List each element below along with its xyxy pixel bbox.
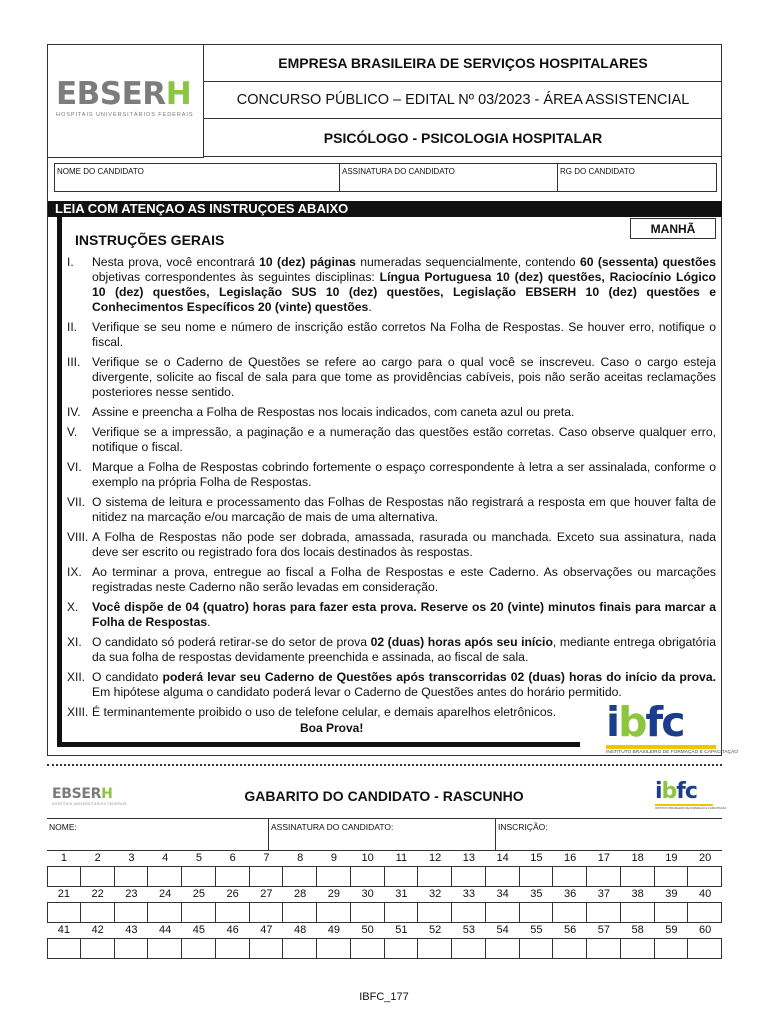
answer-number: 16	[564, 852, 577, 864]
answer-cell[interactable]	[385, 866, 419, 887]
answer-number: 3	[128, 852, 135, 864]
answer-cell[interactable]	[688, 902, 722, 923]
ebserh-logo-small-ebser: EBSER	[52, 786, 102, 802]
ibfc-logo-i: i	[606, 698, 619, 746]
instruction-text-run: Verifique se seu nome e número de inscrição estão corretos Na Folha de Respostas. Se houver erro, notifique o fiscal.	[92, 320, 716, 349]
answer-number: 32	[429, 888, 442, 900]
answer-cell[interactable]	[486, 938, 520, 959]
answer-number: 51	[395, 924, 408, 936]
answer-number: 23	[125, 888, 138, 900]
decor-horizontal-bar	[57, 742, 580, 747]
answer-cell[interactable]	[688, 866, 722, 887]
ibfc-logo-small-stripe	[655, 804, 713, 806]
instruction-text-run: Assine e preencha a Folha de Respostas nos locais indicados, com caneta azul ou preta.	[92, 405, 575, 419]
answer-number: 37	[597, 888, 610, 900]
answer-cell[interactable]	[148, 902, 182, 923]
answer-number: 24	[159, 888, 172, 900]
instruction-text	[92, 600, 716, 630]
answer-cell[interactable]	[115, 938, 149, 959]
ebserh-logo	[48, 45, 204, 158]
answer-cell[interactable]	[115, 902, 149, 923]
answer-number: 18	[631, 852, 644, 864]
answer-number: 17	[597, 852, 610, 864]
answer-number: 22	[91, 888, 104, 900]
ebserh-logo-text	[56, 76, 192, 112]
answer-key-registration-field[interactable]: INSCRIÇÃO:	[498, 822, 548, 832]
answer-number: 26	[226, 888, 239, 900]
instructions-title: INSTRUÇÕES GERAIS	[75, 232, 225, 248]
answer-cell[interactable]	[47, 938, 81, 959]
answer-cell[interactable]	[553, 866, 587, 887]
instruction-text-run: objetivas correspondentes às seguintes disciplinas:	[92, 270, 380, 284]
candidate-info-fields	[54, 163, 717, 192]
answer-cell[interactable]	[250, 902, 284, 923]
instruction-text-run: Em hipótese alguma o candidato poderá levar o Caderno de Questões antes do horário permitido.	[92, 685, 622, 699]
answer-cell[interactable]	[655, 902, 689, 923]
answer-number: 1	[60, 852, 67, 864]
answer-number: 35	[530, 888, 543, 900]
instruction-text-run: Nesta prova, você encontrará	[92, 255, 260, 269]
answer-number: 11	[395, 852, 408, 864]
answer-cell[interactable]	[655, 866, 689, 887]
answer-number: 41	[57, 924, 70, 936]
answer-cell[interactable]	[452, 938, 486, 959]
instruction-text-bold: 60 (sessenta) questões	[579, 255, 716, 269]
instruction-number: IV.	[67, 405, 81, 419]
answer-key-name-field[interactable]: NOME:	[47, 819, 269, 850]
instruction-text-run: numeradas sequencialmente, contendo	[355, 255, 580, 269]
answer-cell[interactable]	[486, 902, 520, 923]
answer-cell[interactable]	[216, 866, 250, 887]
instruction-text	[92, 635, 716, 665]
closing-message: Boa Prova!	[300, 721, 364, 735]
answer-cell[interactable]	[553, 902, 587, 923]
answer-number: 56	[564, 924, 577, 936]
instruction-text	[92, 355, 716, 400]
instruction-item	[67, 495, 716, 525]
answer-number: 34	[496, 888, 509, 900]
answer-number: 6	[229, 852, 236, 864]
answer-key-candidate-fields	[47, 818, 722, 851]
instruction-number: VI.	[67, 460, 82, 474]
answer-number: 4	[162, 852, 169, 864]
ibfc-logo-small	[655, 779, 727, 810]
answer-cell[interactable]	[418, 902, 452, 923]
instruction-item	[67, 425, 716, 455]
instruction-text-run: O candidato	[92, 670, 163, 684]
answer-number: 46	[226, 924, 239, 936]
cut-line	[47, 764, 722, 766]
instruction-number: III.	[67, 355, 81, 369]
ibfc-logo-word	[606, 698, 716, 746]
instruction-number: VII.	[67, 495, 86, 509]
answer-number: 19	[665, 852, 678, 864]
answer-number: 53	[462, 924, 475, 936]
answer-cell[interactable]	[418, 866, 452, 887]
instruction-number: VIII.	[67, 530, 89, 544]
contest-title: CONCURSO PÚBLICO – EDITAL Nº 03/2023 - ÁREA ASSISTENCIAL	[204, 82, 722, 119]
instruction-number: X.	[67, 600, 79, 614]
answer-number: 54	[496, 924, 509, 936]
answer-number: 49	[327, 924, 340, 936]
answer-number: 25	[192, 888, 205, 900]
ibfc-logo-small-i: i	[655, 779, 662, 804]
answer-cell[interactable]	[216, 902, 250, 923]
instruction-item	[67, 320, 716, 350]
answer-grid-number-row	[47, 924, 722, 936]
ebserh-logo-ebser: EBSER	[56, 76, 166, 112]
answer-grid-cell-row	[47, 866, 722, 887]
instruction-number: IX.	[67, 565, 82, 579]
instruction-text	[92, 460, 716, 490]
instruction-number: XI.	[67, 635, 82, 649]
answer-cell[interactable]	[520, 938, 554, 959]
answer-grid-number-row	[47, 852, 722, 864]
instruction-text-bold: poderá levar seu Caderno de Questões após transcorridas 02 (duas) horas do início da prova.	[162, 670, 716, 684]
answer-number: 42	[91, 924, 104, 936]
instruction-text	[92, 495, 716, 525]
instruction-text	[92, 405, 716, 420]
answer-number: 27	[260, 888, 273, 900]
instruction-item	[67, 255, 716, 315]
ibfc-logo-fc: fc	[645, 698, 684, 746]
instruction-item	[67, 565, 716, 595]
answer-number: 9	[330, 852, 337, 864]
answer-cell[interactable]	[418, 938, 452, 959]
instruction-text	[92, 565, 716, 595]
answer-number: 28	[294, 888, 307, 900]
instructions-banner: LEIA COM ATENÇAO AS INSTRUÇOES ABAIXO	[48, 201, 722, 217]
answer-cell[interactable]	[216, 938, 250, 959]
answer-cell[interactable]	[385, 902, 419, 923]
answer-number: 36	[564, 888, 577, 900]
answer-cell[interactable]	[688, 938, 722, 959]
answer-cell[interactable]	[182, 938, 216, 959]
ibfc-logo-small-fc: fc	[676, 779, 697, 804]
answer-number: 14	[496, 852, 509, 864]
answer-cell[interactable]	[587, 902, 621, 923]
instruction-text	[92, 255, 716, 315]
answer-number: 39	[665, 888, 678, 900]
answer-number: 10	[361, 852, 374, 864]
instruction-number: XII.	[67, 670, 86, 684]
answer-grid-number-row	[47, 888, 722, 900]
shift-badge: MANHÃ	[630, 218, 716, 239]
instruction-text-run: .	[207, 615, 211, 629]
answer-number: 7	[263, 852, 270, 864]
answer-number: 52	[429, 924, 442, 936]
position-title: PSICÓLOGO - PSICOLOGIA HOSPITALAR	[204, 119, 722, 157]
answer-number: 31	[395, 888, 408, 900]
answer-cell[interactable]	[520, 902, 554, 923]
instruction-text-run: O candidato só poderá retirar-se do setor de prova	[92, 635, 371, 649]
answer-grid-cell-row	[47, 938, 722, 959]
answer-cell[interactable]	[115, 866, 149, 887]
answer-number: 57	[597, 924, 610, 936]
answer-number: 15	[530, 852, 543, 864]
ibfc-logo-b: b	[618, 698, 646, 746]
instructions-list	[67, 255, 716, 725]
instruction-text-bold: 02 (duas) horas após seu início	[370, 635, 553, 649]
answer-number: 58	[631, 924, 644, 936]
instruction-text-bold: 10 (dez) páginas	[259, 255, 356, 269]
instruction-text-run: , mediante entrega obrigatória da sua folha de respostas devidamente preenchida e assinada, ao fiscal de sala.	[92, 635, 716, 664]
answer-cell[interactable]	[587, 938, 621, 959]
answer-number: 29	[327, 888, 340, 900]
candidate-name-field[interactable]: NOME DO CANDIDATO	[55, 164, 340, 191]
answer-number: 47	[260, 924, 273, 936]
answer-cell[interactable]	[250, 938, 284, 959]
answer-cell[interactable]	[553, 938, 587, 959]
answer-cell[interactable]	[81, 902, 115, 923]
answer-cell[interactable]	[385, 938, 419, 959]
answer-cell[interactable]	[148, 866, 182, 887]
candidate-signature-field[interactable]: ASSINATURA DO CANDIDATO	[340, 164, 558, 191]
answer-grid-cell-row	[47, 902, 722, 923]
answer-cell[interactable]	[81, 866, 115, 887]
instruction-text-run: Marque a Folha de Respostas cobrindo fortemente o espaço correspondente à letra a ser assinalada, conforme o exemplo na própria Folha de Respostas.	[92, 460, 716, 489]
ibfc-logo	[606, 698, 738, 755]
exam-cover	[47, 44, 738, 756]
instruction-text-bold: Você dispõe de 04 (quatro) horas para fazer esta prova. Reserve os 20 (vinte) minutos finais para marcar a Folha de Respostas	[92, 600, 716, 629]
instruction-number: II.	[67, 320, 78, 334]
answer-cell[interactable]	[621, 866, 655, 887]
instruction-item	[67, 405, 716, 420]
answer-cell[interactable]	[655, 938, 689, 959]
ebserh-logo-subtitle: HOSPITAIS UNIVERSITÁRIOS FEDERAIS	[56, 112, 194, 118]
answer-cell[interactable]	[486, 866, 520, 887]
instruction-number: I.	[67, 255, 74, 269]
answer-cell[interactable]	[520, 866, 554, 887]
ibfc-logo-subtitle: INSTITUTO BRASILEIRO DE FORMAÇÃO E CAPACITAÇÃO	[606, 750, 738, 755]
answer-number: 50	[361, 924, 374, 936]
answer-cell[interactable]	[621, 902, 655, 923]
answer-key-title: GABARITO DO CANDIDATO - RASCUNHO	[244, 788, 524, 804]
page-footer-code: IBFC_177	[359, 991, 409, 1003]
answer-cell[interactable]	[351, 938, 385, 959]
instruction-text-run: Ao terminar a prova, entregue ao fiscal a Folha de Respostas e este Caderno. As observações ou marcações registradas neste Caderno não serão levadas em consideração.	[92, 565, 716, 594]
answer-cell[interactable]	[317, 902, 351, 923]
instruction-item	[67, 600, 716, 630]
answer-number: 2	[94, 852, 101, 864]
answer-number: 30	[361, 888, 374, 900]
answer-cell[interactable]	[283, 902, 317, 923]
answer-number: 48	[294, 924, 307, 936]
candidate-rg-field[interactable]: RG DO CANDIDATO	[560, 167, 635, 176]
answer-number: 12	[429, 852, 442, 864]
answer-cell[interactable]	[47, 902, 81, 923]
answer-number: 5	[195, 852, 202, 864]
instruction-text-run: .	[368, 300, 372, 314]
instruction-text	[92, 320, 716, 350]
answer-number: 44	[159, 924, 172, 936]
ebserh-logo-small-h: H	[101, 786, 113, 802]
instruction-text-run: O sistema de leitura e processamento das Folhas de Respostas não registrará a resposta em que houver falta de nitidez na marcação e/ou marcação de mais de uma alternativa.	[92, 495, 716, 524]
answer-cell[interactable]	[283, 866, 317, 887]
answer-number: 8	[297, 852, 304, 864]
answer-number: 55	[530, 924, 543, 936]
ebserh-logo-h: H	[165, 76, 192, 112]
answer-cell[interactable]	[351, 902, 385, 923]
answer-cell[interactable]	[81, 938, 115, 959]
answer-cell[interactable]	[182, 902, 216, 923]
answer-key-signature-field[interactable]: ASSINATURA DO CANDIDATO:	[269, 819, 496, 850]
instruction-text	[92, 670, 716, 700]
instruction-number: V.	[67, 425, 78, 439]
answer-cell[interactable]	[317, 866, 351, 887]
ebserh-logo-small-subtitle: HOSPITAIS UNIVERSITÁRIOS FEDERAIS	[52, 802, 127, 806]
instruction-text-bold: Língua Portuguesa 10 (dez) questões, Raciocínio Lógico 10 (dez) questões, Legislação SUS 10 (dez) questões, Legislação EBSERH 10 (dez) questões e Conhecimentos Específicos 20 (vinte) questões	[92, 270, 716, 314]
ibfc-logo-small-word	[655, 781, 713, 803]
answer-number: 60	[699, 924, 712, 936]
instruction-item	[67, 460, 716, 490]
answer-number: 40	[699, 888, 712, 900]
answer-number: 45	[192, 924, 205, 936]
answer-cell[interactable]	[250, 866, 284, 887]
instruction-item	[67, 530, 716, 560]
answer-cell[interactable]	[621, 938, 655, 959]
answer-cell[interactable]	[182, 866, 216, 887]
instruction-number: XIII.	[67, 705, 89, 719]
instruction-item	[67, 635, 716, 665]
answer-number: 21	[57, 888, 70, 900]
instruction-item	[67, 670, 716, 700]
instruction-text-run: Verifique se a impressão, a paginação e a numeração das questões estão corretas. Caso observe qualquer erro, notifique o fiscal.	[92, 425, 716, 454]
answer-number: 13	[462, 852, 475, 864]
org-name: EMPRESA BRASILEIRA DE SERVIÇOS HOSPITALARES	[204, 45, 722, 82]
answer-cell[interactable]	[47, 866, 81, 887]
ibfc-logo-small-subtitle: INSTITUTO BRASILEIRO DE FORMAÇÃO E CAPACITAÇÃO	[655, 807, 727, 810]
instruction-text-run: Verifique se o Caderno de Questões se refere ao cargo para o qual você se inscreveu. Caso o cargo esteja divergente, solicite ao fiscal de sala para que tome as providências cabíveis, pois não serão aceitas reclamações posteriores nesse sentido.	[92, 355, 716, 399]
instruction-item	[67, 355, 716, 400]
answer-cell[interactable]	[283, 938, 317, 959]
answer-cell[interactable]	[317, 938, 351, 959]
instruction-text-run: É terminantemente proibido o uso de telefone celular, e demais aparelhos eletrônicos.	[92, 705, 557, 719]
answer-number: 38	[631, 888, 644, 900]
answer-number: 59	[665, 924, 678, 936]
answer-cell[interactable]	[452, 902, 486, 923]
answer-cell[interactable]	[148, 938, 182, 959]
instruction-text	[92, 530, 716, 560]
answer-cell[interactable]	[452, 866, 486, 887]
answer-number: 20	[699, 852, 712, 864]
answer-number: 33	[462, 888, 475, 900]
answer-cell[interactable]	[587, 866, 621, 887]
decor-vertical-bar	[57, 217, 62, 747]
instruction-text	[92, 425, 716, 455]
answer-number: 43	[125, 924, 138, 936]
answer-cell[interactable]	[351, 866, 385, 887]
instruction-text-run: A Folha de Respostas não pode ser dobrada, amassada, rasurada ou manchada. Exceto sua assinatura, nada deve ser escrito ou registrado fora dos locais destinados às respostas.	[92, 530, 716, 559]
ibfc-logo-small-b: b	[661, 779, 677, 804]
